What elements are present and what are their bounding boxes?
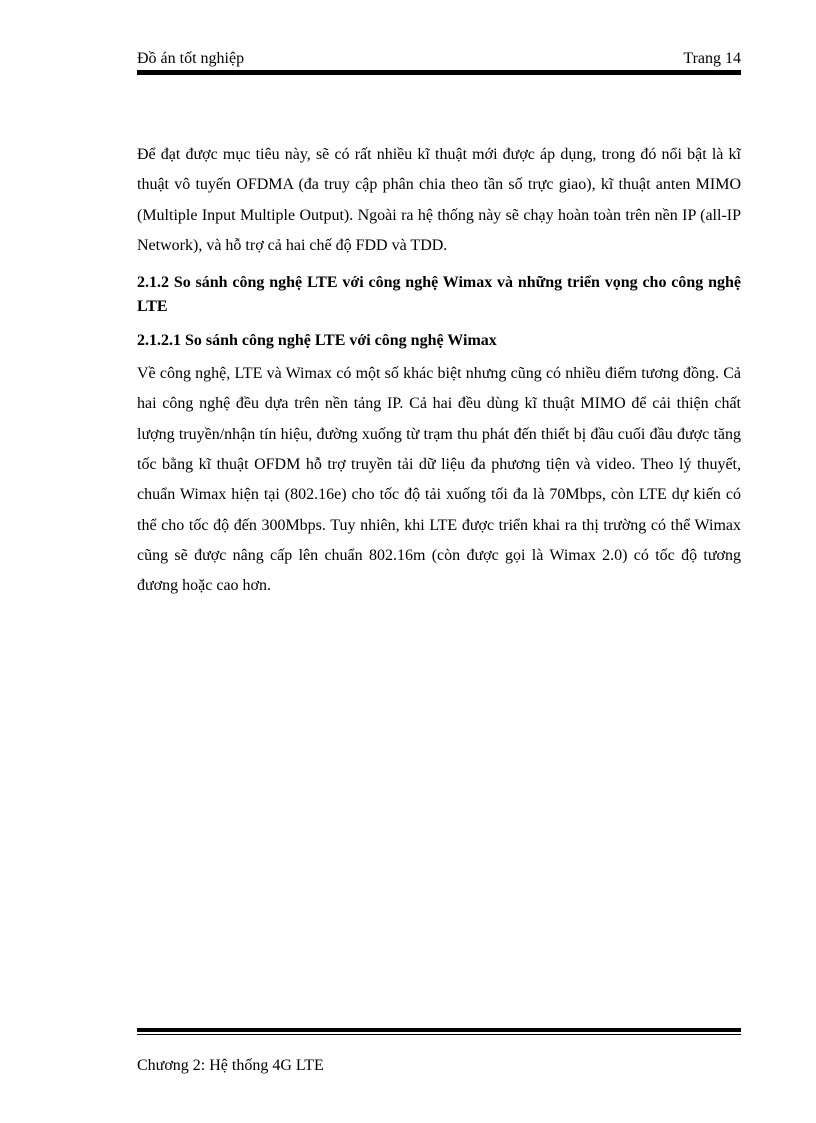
page-content [137,140,741,602]
page-header [137,48,741,70]
comparison-paragraph: Về công nghệ, LTE và Wimax có một số khác biệt nhưng cũng có nhiều điểm tương đồng. Cả hai công nghệ đều dựa trên nền tảng IP. Cả hai đều dùng kĩ thuật MIMO để cải thiện chất lượng truyền/nhận tín hiệu, đường xuống từ trạm thu phát đến thiết bị đầu cuối đầu được tăng tốc bằng kĩ thuật OFDM hỗ trợ truyền tải dữ liệu đa phương tiện và video. Theo lý thuyết, chuẩn Wimax hiện tại (802.16e) cho tốc độ tải xuống tối đa là 70Mbps, còn LTE dự kiến có thể cho tốc độ đến 300Mbps. Tuy nhiên, khi LTE được triển khai ra thị trường có thể Wimax cũng sẽ được nâng cấp lên chuẩn 802.16m (còn được gọi là Wimax 2.0) có tốc độ tương đương hoặc cao hơn. [137,365,741,595]
chapter-footer: Chương 2: Hệ thống 4G LTE [137,1057,324,1074]
header-divider [137,70,741,75]
footer-divider-thick [137,1028,741,1032]
section-heading: 2.1.2 So sánh công nghệ LTE với công nghệ Wimax và những triển vọng cho công nghệ LTE [137,274,741,316]
subsection-heading: 2.1.2.1 So sánh công nghệ LTE với công nghệ Wimax [137,332,497,350]
intro-paragraph: Để đạt được mục tiêu này, sẽ có rất nhiều kĩ thuật mới được áp dụng, trong đó nổi bật là kĩ thuật vô tuyến OFDMA (đa truy cập phân chia theo tần số trực giao), kĩ thuật anten MIMO (Multiple Input Multiple Output). Ngoài ra hệ thống này sẽ chạy hoàn toàn trên nền IP (all-IP Network), và hỗ trợ cả hai chế độ FDD và TDD. [137,146,741,254]
document-title: Đồ án tốt nghiệp [137,50,245,67]
page-number: Trang 14 [683,50,741,67]
footer-divider-thin [137,1034,741,1035]
